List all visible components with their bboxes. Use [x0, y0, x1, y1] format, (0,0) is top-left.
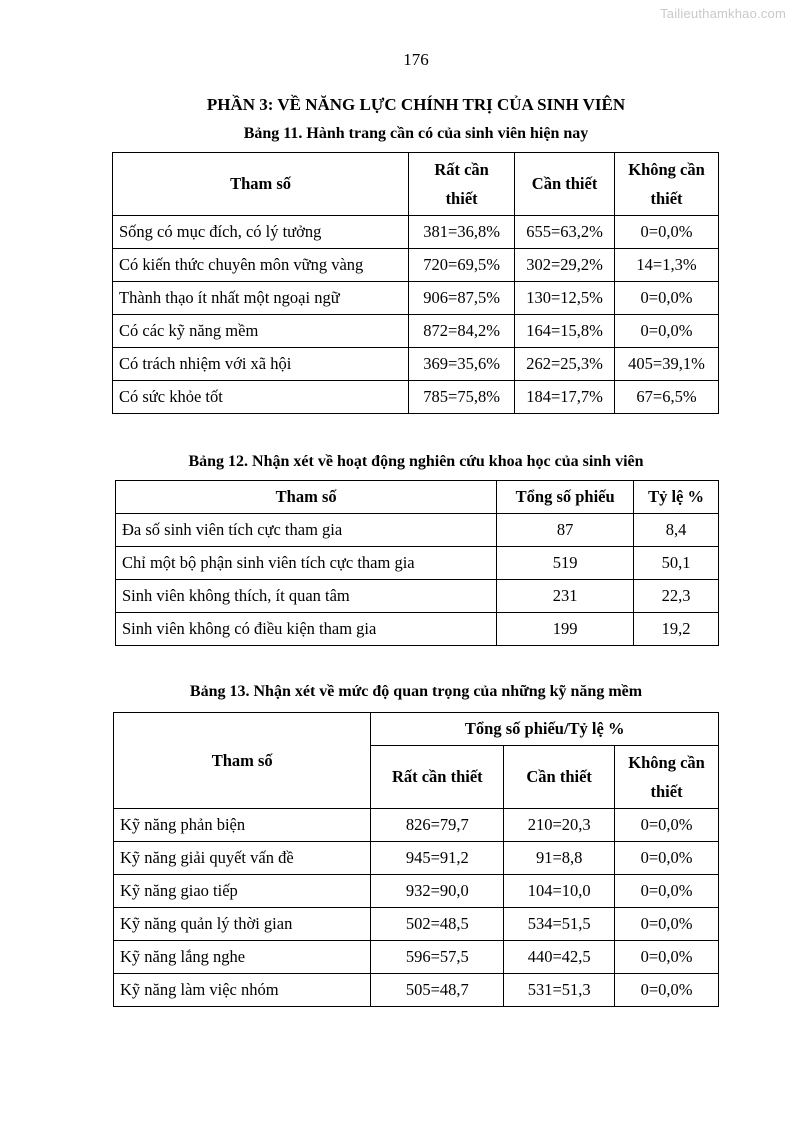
- table13-caption: Bảng 13. Nhận xét về mức độ quan trọng của những kỹ năng mềm: [189, 683, 643, 700]
- cell-value: 872=84,2%: [409, 315, 515, 348]
- row-label: Có trách nhiệm với xã hội: [113, 348, 409, 381]
- cell-value: 8,4: [634, 514, 719, 547]
- row-label: Có kiến thức chuyên môn vững vàng: [113, 249, 409, 282]
- table-row: [114, 842, 719, 875]
- table12: [115, 480, 719, 646]
- table11-header-param: Tham số: [113, 153, 409, 216]
- row-label: Có sức khỏe tốt: [113, 381, 409, 414]
- row-label: Kỹ năng lắng nghe: [114, 941, 371, 974]
- table-row: [116, 547, 719, 580]
- row-label: Kỹ năng giao tiếp: [114, 875, 371, 908]
- cell-value: 199: [497, 613, 634, 646]
- cell-value: 0=0,0%: [615, 974, 719, 1007]
- cell-value: 655=63,2%: [515, 216, 615, 249]
- cell-value: 22,3: [634, 580, 719, 613]
- table13: [113, 712, 719, 1007]
- cell-value: 906=87,5%: [409, 282, 515, 315]
- table12-header-param: Tham số: [116, 481, 497, 514]
- page-number: 176: [403, 50, 429, 69]
- cell-value: 440=42,5: [504, 941, 615, 974]
- cell-value: 91=8,8: [504, 842, 615, 875]
- cell-value: 50,1: [634, 547, 719, 580]
- table-row: [116, 580, 719, 613]
- cell-value: 596=57,5: [371, 941, 504, 974]
- table11-header-very-needed: Rất cần thiết: [409, 153, 515, 216]
- table-row: [114, 908, 719, 941]
- cell-value: 369=35,6%: [409, 348, 515, 381]
- cell-value: 262=25,3%: [515, 348, 615, 381]
- cell-value: 231: [497, 580, 634, 613]
- table-row: [113, 381, 719, 414]
- row-label: Thành thạo ít nhất một ngoại ngữ: [113, 282, 409, 315]
- row-label: Kỹ năng giải quyết vấn đề: [114, 842, 371, 875]
- cell-value: 534=51,5: [504, 908, 615, 941]
- row-label: Có các kỹ năng mềm: [113, 315, 409, 348]
- cell-value: 720=69,5%: [409, 249, 515, 282]
- cell-value: 87: [497, 514, 634, 547]
- cell-value: 184=17,7%: [515, 381, 615, 414]
- cell-value: 502=48,5: [371, 908, 504, 941]
- cell-value: 0=0,0%: [615, 216, 719, 249]
- row-label: Sống có mục đích, có lý tưởng: [113, 216, 409, 249]
- cell-value: 381=36,8%: [409, 216, 515, 249]
- cell-value: 0=0,0%: [615, 941, 719, 974]
- cell-value: 0=0,0%: [615, 908, 719, 941]
- cell-value: 210=20,3: [504, 809, 615, 842]
- cell-value: 405=39,1%: [615, 348, 719, 381]
- cell-value: 531=51,3: [504, 974, 615, 1007]
- cell-value: 0=0,0%: [615, 875, 719, 908]
- row-label: Kỹ năng quản lý thời gian: [114, 908, 371, 941]
- table-row: [114, 809, 719, 842]
- watermark: Tailieuthamkhao.com: [660, 6, 786, 21]
- cell-value: 519: [497, 547, 634, 580]
- table-row: [114, 941, 719, 974]
- cell-value: 0=0,0%: [615, 809, 719, 842]
- table-row: [113, 282, 719, 315]
- table-row: [113, 249, 719, 282]
- cell-value: 505=48,7: [371, 974, 504, 1007]
- table13-header-needed: Cần thiết: [504, 746, 615, 809]
- table-row: [113, 315, 719, 348]
- table-row: [113, 216, 719, 249]
- cell-value: 0=0,0%: [615, 282, 719, 315]
- cell-value: 164=15,8%: [515, 315, 615, 348]
- row-label: Sinh viên không có điều kiện tham gia: [116, 613, 497, 646]
- table13-header-param: Tham số: [114, 713, 371, 809]
- section-title: PHẦN 3: VỀ NĂNG LỰC CHÍNH TRỊ CỦA SINH VIÊN: [206, 95, 626, 114]
- row-label: Kỹ năng làm việc nhóm: [114, 974, 371, 1007]
- table11-header-needed: Cần thiết: [515, 153, 615, 216]
- row-label: Sinh viên không thích, ít quan tâm: [116, 580, 497, 613]
- table-row: [116, 514, 719, 547]
- table11: [112, 152, 719, 414]
- table-row: [114, 974, 719, 1007]
- cell-value: 0=0,0%: [615, 842, 719, 875]
- table12-caption: Bảng 12. Nhận xét về hoạt động nghiên cứu khoa học của sinh viên: [188, 453, 644, 470]
- cell-value: 67=6,5%: [615, 381, 719, 414]
- table13-header-very-needed: Rất cần thiết: [371, 746, 504, 809]
- cell-value: 785=75,8%: [409, 381, 515, 414]
- cell-value: 945=91,2: [371, 842, 504, 875]
- cell-value: 302=29,2%: [515, 249, 615, 282]
- table13-header-not-needed: Không cần thiết: [615, 746, 719, 809]
- table11-caption: Bảng 11. Hành trang cần có của sinh viên hiện nay: [243, 125, 589, 142]
- row-label: Kỹ năng phản biện: [114, 809, 371, 842]
- table13-header-group: Tổng số phiếu/Tỷ lệ %: [371, 713, 719, 746]
- cell-value: 130=12,5%: [515, 282, 615, 315]
- table11-header-not-needed: Không cần thiết: [615, 153, 719, 216]
- cell-value: 104=10,0: [504, 875, 615, 908]
- row-label: Chỉ một bộ phận sinh viên tích cực tham gia: [116, 547, 497, 580]
- cell-value: 0=0,0%: [615, 315, 719, 348]
- cell-value: 932=90,0: [371, 875, 504, 908]
- table-row: [114, 875, 719, 908]
- row-label: Đa số sinh viên tích cực tham gia: [116, 514, 497, 547]
- cell-value: 826=79,7: [371, 809, 504, 842]
- cell-value: 14=1,3%: [615, 249, 719, 282]
- table12-header-total: Tổng số phiếu: [497, 481, 634, 514]
- cell-value: 19,2: [634, 613, 719, 646]
- table-row: [116, 613, 719, 646]
- table12-header-rate: Tỷ lệ %: [634, 481, 719, 514]
- table-row: [113, 348, 719, 381]
